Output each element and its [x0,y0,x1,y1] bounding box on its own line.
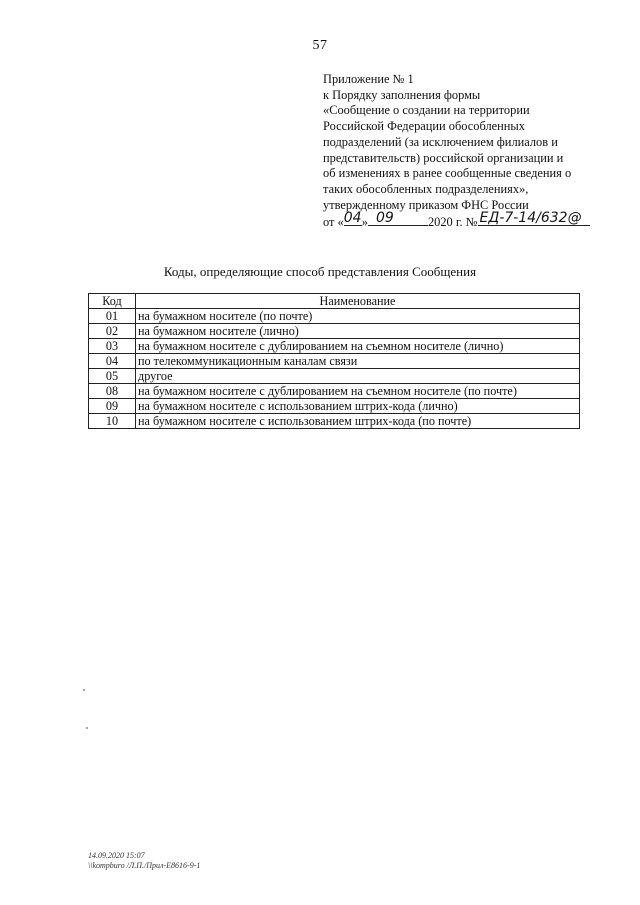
table-row [89,309,580,324]
footer-timestamp: 14.09.2020 15:07 [88,851,145,860]
order-date-line [323,209,623,231]
row-name: на бумажном носителе с использованием штрих-кода (по почте) [136,414,580,429]
footer-file-path: \\kompburo /Л.П./Прил-Е8616-9-1 [88,860,201,870]
row-code: 02 [89,324,136,339]
row-code: 09 [89,399,136,414]
appendix-line: «Сообщение о создании на территории [323,103,530,118]
table-row [89,339,580,354]
appendix-line: Российской Федерации обособленных [323,119,525,134]
row-name: на бумажном носителе с использованием штрих-кода (лично) [136,399,580,414]
number-blank [478,209,590,226]
appendix-line: представительств) российской организации и [323,150,564,165]
table-row [89,414,580,429]
row-name: на бумажном носителе (по почте) [136,309,580,324]
row-code: 04 [89,354,136,369]
date-mid: » [361,215,368,230]
table-title: Коды, определяющие способ представления Сообщения [163,264,477,279]
handwritten-month: 09 [375,209,394,226]
appendix-line: утвержденному приказом ФНС России [323,197,529,212]
row-name: на бумажном носителе с дублированием на съемном носителе (лично) [136,339,580,354]
table-row [89,384,580,399]
scan-speck [86,727,88,729]
month-blank [368,209,428,226]
print-footer [88,851,200,870]
row-name: на бумажном носителе с дублированием на съемном носителе (по почте) [136,384,580,399]
row-code: 05 [89,369,136,384]
page-number: 57 [312,38,328,53]
day-blank [343,209,362,226]
codes-table [88,293,580,429]
handwritten-order-number: ЕД-7-14/632@ [479,209,582,226]
appendix-header [323,72,623,231]
appendix-line: таких обособленных подразделениях», [323,181,529,196]
row-code: 01 [89,309,136,324]
row-name: другое [136,369,580,384]
date-prefix: от « [323,215,344,230]
row-name: по телекоммуникационным каналам связи [136,354,580,369]
date-year: 2020 г. № [427,215,478,230]
row-code: 10 [89,414,136,429]
table-header-row [89,294,580,309]
handwritten-day: 04 [343,209,362,226]
appendix-line: к Порядку заполнения формы [323,87,481,102]
row-code: 03 [89,339,136,354]
table-row [89,354,580,369]
row-name: на бумажном носителе (лично) [136,324,580,339]
row-code: 08 [89,384,136,399]
table-row [89,399,580,414]
appendix-line: подразделений (за исключением филиалов и [323,134,558,149]
table-row [89,369,580,384]
header-name: Наименование [136,294,580,309]
appendix-line: об изменениях в ранее сообщенные сведения о [323,166,572,181]
header-code: Код [89,294,136,309]
table-row [89,324,580,339]
scan-speck [83,689,85,691]
appendix-line: Приложение № 1 [323,72,414,86]
